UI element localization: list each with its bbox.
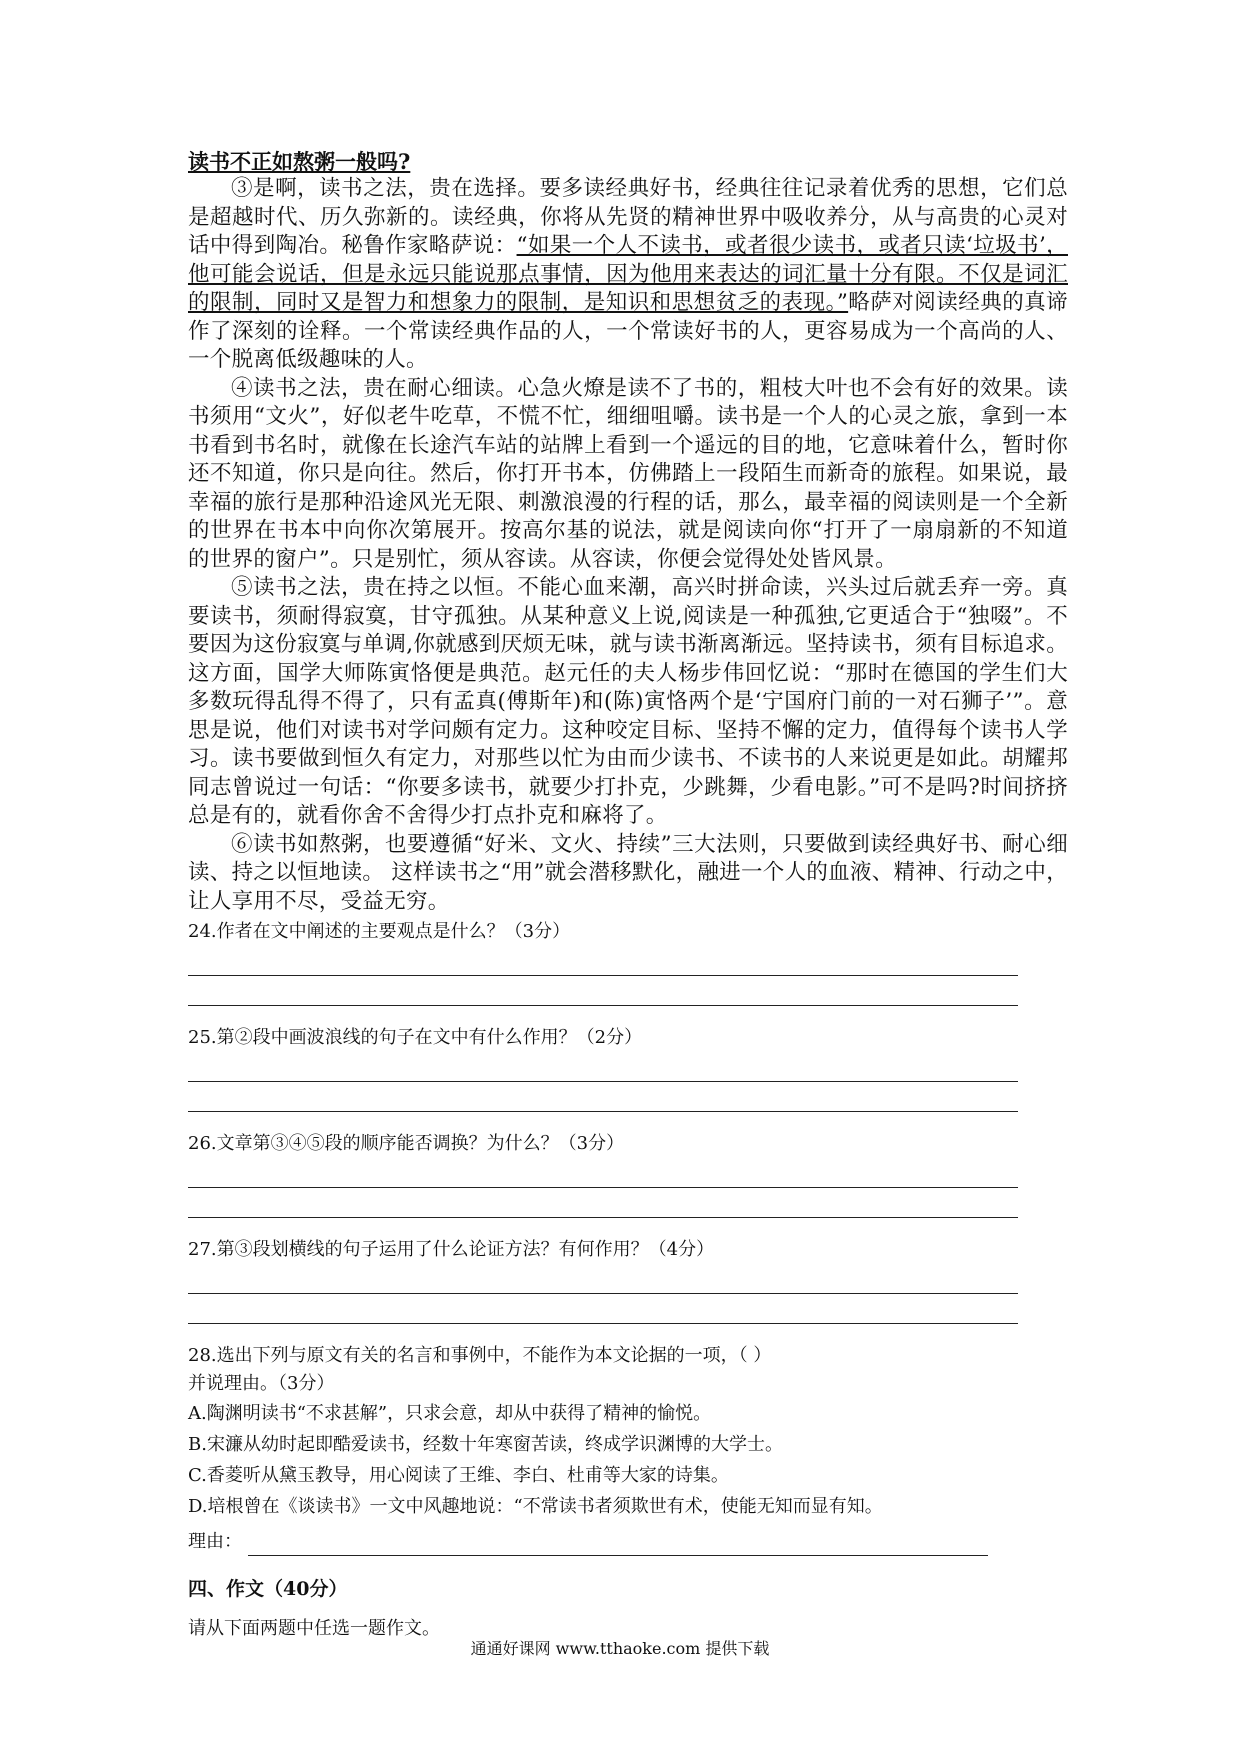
paragraph-3-conclusion: 略萨对阅读经典的真谛作了深刻的诠释。一个常读经典作品的人，一个常读好书的人，更容易成为一个高尚的人、一个脱离低级趣味的人。 [188, 290, 1068, 372]
reason-row [188, 1528, 1068, 1556]
answer-line[interactable] [188, 1082, 1018, 1112]
answer-line[interactable] [188, 1052, 1018, 1082]
writing-instruction: 请从下面两题中任选一题作文。 [188, 1618, 440, 1639]
answer-line[interactable] [188, 946, 1018, 976]
footer: 通通好课网 www.tthaoke.com 提供下载 [470, 1639, 770, 1658]
question-27-text: 27.第③段划横线的句子运用了什么论证方法？有何作用？（4分） [188, 1239, 715, 1260]
question-24-text: 24.作者在文中阐述的主要观点是什么？（3分） [188, 921, 571, 942]
paragraph-6: ⑥读书如熬粥，也要遵循“好米、文火、持续”三大法则，只要做到读经典好书、耐心细读、持之以恒地读。 这样读书之“用”就会潜移默化，融进一个人的血液、精神、行动之中，让人享用不尽，受益无穷。 [188, 831, 1068, 914]
passage-heading: 读书不正如熬粥一般吗? [188, 149, 411, 174]
option-d[interactable]: D.培根曾在《谈读书》一文中风趣地说：“不常读书者须欺世有术，使能无知而显有知。 [188, 1496, 883, 1517]
question-24 [188, 918, 1068, 1006]
reason-label: 理由： [188, 1531, 242, 1552]
question-25-text: 25.第②段中画波浪线的句子在文中有什么作用？（2分） [188, 1027, 643, 1048]
paragraph-3-intro: ③是啊，读书之法，贵在选择。要多读经典好书，经典往往记录着优秀的思想，它们总是超越时代、历久弥新的。读经典，你将从先贤的精神世界中吸收养分，从与高贵的心灵对话中得到陶冶。秘鲁作家略萨说： [188, 176, 1068, 258]
question-26-text: 26.文章第③④⑤段的顺序能否调换？为什么？（3分） [188, 1133, 625, 1154]
question-25 [188, 1024, 1068, 1112]
question-26 [188, 1130, 1068, 1218]
answer-line[interactable] [188, 976, 1018, 1006]
answer-line[interactable] [188, 1188, 1018, 1218]
answer-line[interactable] [188, 1294, 1018, 1324]
answer-line[interactable] [188, 1158, 1018, 1188]
question-28-text-cont: 并说理由。（3分） [188, 1373, 335, 1394]
paragraph-5: ⑤读书之法，贵在持之以恒。不能心血来潮，高兴时拼命读，兴头过后就丢弃一旁。真要读书，须耐得寂寞，甘守孤独。从某种意义上说,阅读是一种孤独,它更适合于“独啜”。不要因为这份寂寞与单调,你就感到厌烦无味，就与读书渐离渐远。坚持读书，须有目标追求。这方面，国学大师陈寅恪便是典范。赵元任的夫人杨步伟回忆说：“那时在德国的学生们大多数玩得乱得不得了，只有孟真(傅斯年)和(陈)寅恪两个是‘宁国府门前的一对石狮子’”。意思是说，他们对读书对学问颇有定力。这种咬定目标、坚持不懈的定力，值得每个读书人学习。读书要做到恒久有定力，对那些以忙为由而少读书、不读书的人来说更是如此。胡耀邦同志曾说过一句话：“你要多读书，就要少打扑克，少跳舞，少看电影。”可不是吗?时间挤挤总是有的，就看你舍不舍得少打点扑克和麻将了。 [188, 575, 1068, 828]
question-28-text: 28.选出下列与原文有关的名言和事例中，不能作为本文论据的一项，（ ） [188, 1345, 772, 1366]
paragraph-4: ④读书之法，贵在耐心细读。心急火燎是读不了书的，粗枝大叶也不会有好的效果。读书须用“文火”，好似老牛吃草，不慌不忙，细细咀嚼。读书是一个人的心灵之旅，拿到一本书看到书名时，就像在长途汽车站的站牌上看到一个遥远的目的地，它意味着什么，暂时你还不知道，你只是向往。然后，你打开书本，仿佛踏上一段陌生而新奇的旅程。如果说，最幸福的旅行是那种沿途风光无限、刺激浪漫的行程的话，那么，最幸福的阅读则是一个全新的世界在书本中向你次第展开。按高尔基的说法，就是阅读向你“打开了一扇扇新的不知道的世界的窗户”。只是别忙，须从容读。从容读，你便会觉得处处皆风景。 [188, 375, 1068, 572]
underlined-quote: “如果一个人不读书，或者很少读书，或者只读‘垃圾书’，他可能会说话，但是永远只能说那点事情，因为他用来表达的词汇量十分有限。不仅是词汇的限制，同时又是智力和想象力的限制，是知识和思想贫乏的表现。” [188, 233, 1068, 315]
question-28 [188, 1342, 1068, 1556]
answer-line[interactable] [188, 1264, 1018, 1294]
section-title: 四、作文（40分） [188, 1578, 348, 1600]
paragraph-3 [188, 175, 1068, 375]
option-a[interactable]: A.陶渊明读书“不求甚解”，只求会意，却从中获得了精神的愉悦。 [188, 1403, 712, 1424]
option-b[interactable]: B.宋濂从幼时起即酷爱读书，经数十年寒窗苦读，终成学识渊博的大学士。 [188, 1434, 783, 1455]
exam-page [188, 148, 1068, 1644]
option-c[interactable]: C.香菱听从黛玉教导，用心阅读了王维、李白、杜甫等大家的诗集。 [188, 1465, 729, 1486]
reason-answer-line[interactable] [248, 1531, 988, 1556]
question-27 [188, 1236, 1068, 1324]
